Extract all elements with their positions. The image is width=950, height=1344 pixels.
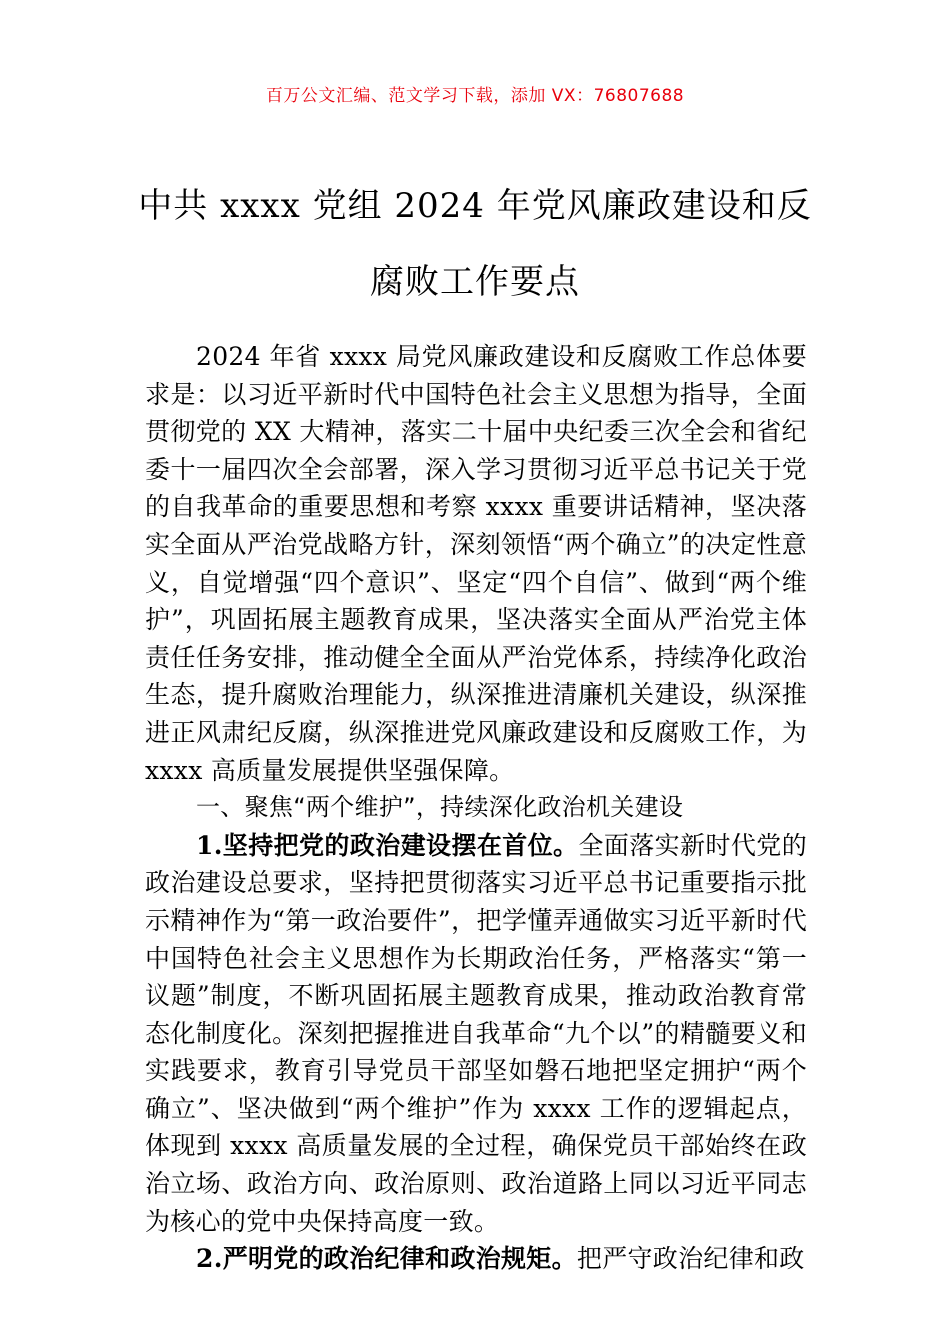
document-title: 中共 xxxx 党组 2024 年党风廉政建设和反腐败工作要点 (138, 186, 812, 302)
intro-paragraph: 2024 年省 xxxx 局党风廉政建设和反腐败工作总体要求是：以习近平新时代中国特色社会主义思想为指导，全面贯彻党的 XX 大精神，落实二十届中央纪委三次全会和省纪委十一届四次全会部署，深入学习贯彻习近平总书记关于党的自我革命的重要思想和考察 xxxx 重要讲话精神，坚决落实全面从严治党战略方针，深刻领悟“两个确立”的决定性意义，自觉增强“四个意识”、坚定“四个自信”、做到“两个维护”，巩固拓展主题教育成果，坚决落实全面从严治党主体责任任务安排，推动健全全面从严治党体系，持续净化政治生态，提升腐败治理能力，纵深推进清廉机关建设，纵深推进正风肃纪反腐，纵深推进党风廉政建设和反腐败工作，为 xxxx 高质量发展提供坚强保障。 (145, 342, 807, 785)
item-1-paragraph (145, 827, 807, 1241)
item-2-body: 把严守政治纪律和政 (576, 1244, 805, 1274)
watermark-text: 百万公文汇编、范文学习下载，添加 VX：76807688 (265, 86, 685, 106)
document-body (145, 338, 807, 1278)
item-2-lead: 2.严明党的政治纪律和政治规矩。 (196, 1244, 577, 1274)
item-1-lead: 1.坚持把党的政治建设摆在首位。 (196, 830, 579, 860)
section-1-heading: 一、聚焦“两个维护”，持续深化政治机关建设 (196, 793, 684, 822)
watermark-banner (0, 84, 950, 108)
item-1-body: 全面落实新时代党的政治建设总要求，坚持把贯彻落实习近平总书记重要指示批示精神作为“第一政治要件”，把学懂弄通做实习近平新时代中国特色社会主义思想作为长期政治任务，严格落实“第一议题”制度，不断巩固拓展主题教育成果，推动政治教育常态化制度化。深刻把握推进自我革命“九个以”的精髓要义和实践要求，教育引导党员干部坚如磐石地把坚定拥护“两个确立”、坚决做到“两个维护”作为 xxxx 工作的逻辑起点，体现到 xxxx 高质量发展的全过程，确保党员干部始终在政治立场、政治方向、政治原则、政治道路上同以习近平同志为核心的党中央保持高度一致。 (145, 830, 808, 1236)
item-2-paragraph (145, 1240, 807, 1278)
